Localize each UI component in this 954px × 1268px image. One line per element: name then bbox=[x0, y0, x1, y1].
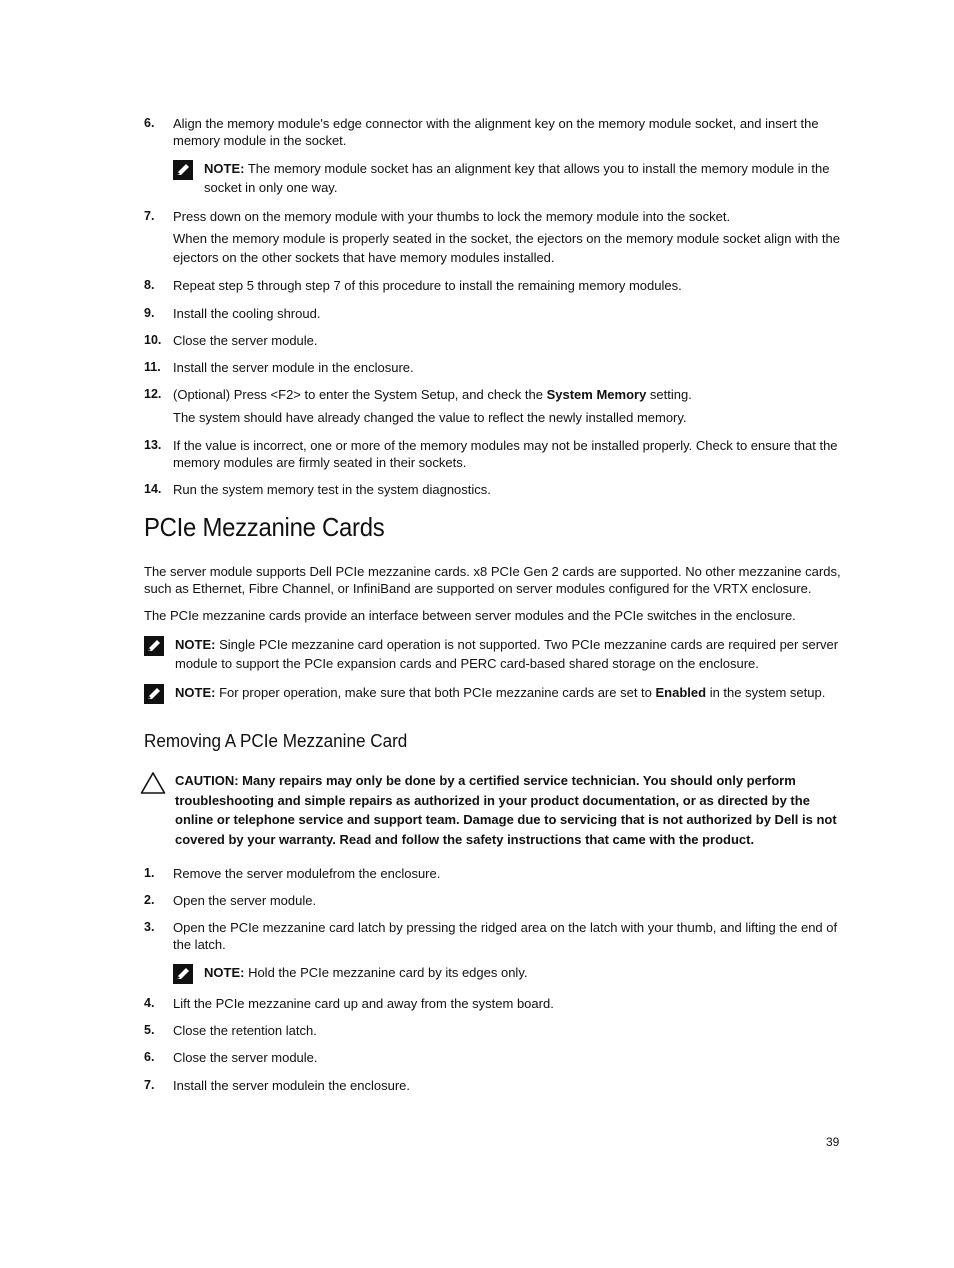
step-item bbox=[144, 332, 844, 349]
step-item bbox=[144, 1077, 844, 1094]
step-number: 4. bbox=[144, 996, 155, 1010]
caution-box bbox=[140, 771, 840, 849]
step-number: 13. bbox=[144, 438, 162, 452]
step-subtext: When the memory module is properly seated in the socket, the ejectors on the memory module socket align with the ejectors on the other sockets that have memory modules installed. bbox=[173, 231, 840, 265]
step-item bbox=[144, 865, 844, 882]
step-number: 9. bbox=[144, 306, 155, 320]
step-item bbox=[144, 305, 844, 322]
step-number: 7. bbox=[144, 1078, 155, 1092]
step-item bbox=[144, 115, 844, 149]
section-title: PCIe Mezzanine Cards bbox=[144, 512, 385, 542]
note-text: The memory module socket has an alignment key that allows you to install the memory module in the socket in only one way. bbox=[204, 161, 830, 195]
step-text: Press down on the memory module with your thumbs to lock the memory module into the socket. bbox=[173, 209, 731, 224]
note-label: NOTE: bbox=[175, 685, 216, 700]
step-text: Install the server module in the enclosure. bbox=[173, 360, 414, 375]
step-text: Align the memory module's edge connector with the alignment key on the memory module socket, and insert the memory module in the socket. bbox=[173, 116, 819, 148]
step-text: Close the server module. bbox=[173, 333, 318, 348]
step-item bbox=[144, 208, 844, 225]
setting-name: System Memory bbox=[546, 387, 647, 402]
step-text: If the value is incorrect, one or more of the memory modules may not be installed properly. Check to ensure that the memory modules are firmly seated in their sockets. bbox=[173, 438, 838, 470]
step-number: 12. bbox=[144, 387, 162, 401]
note-box bbox=[173, 159, 843, 197]
step-number: 3. bbox=[144, 920, 155, 934]
step-number: 11. bbox=[144, 360, 161, 374]
note-text: Hold the PCIe mezzanine card by its edges only. bbox=[244, 965, 528, 980]
step-item bbox=[144, 277, 844, 294]
step-item bbox=[144, 919, 844, 953]
note-label: NOTE: bbox=[204, 161, 245, 176]
caution-text: CAUTION: Many repairs may only be done by a certified service technician. You should only perform troubleshooting and simple repairs as authorized in your product documentation, or as directed by the online or telephone service and support team. Damage due to servicing that is not authorized by Dell is not covered by your warranty. Read and follow the safety instructions that came with the product. bbox=[175, 773, 837, 847]
step-text: (Optional) Press <F2> to enter the System Setup, and check the bbox=[173, 387, 547, 402]
step-text: Lift the PCIe mezzanine card up and away from the system board. bbox=[173, 996, 554, 1011]
step-item bbox=[144, 995, 844, 1012]
body-paragraph: The server module supports Dell PCIe mezzanine cards. x8 PCIe Gen 2 cards are supported. No other mezzanine cards, such as Ethernet, Fibre Channel, or InfiniBand are supported on server modules configured for the VRTX enclosure. bbox=[144, 564, 841, 596]
step-text: Repeat step 5 through step 7 of this procedure to install the remaining memory modules. bbox=[173, 278, 682, 293]
step-number: 2. bbox=[144, 893, 155, 907]
step-number: 5. bbox=[144, 1023, 155, 1037]
body-paragraph: The PCIe mezzanine cards provide an interface between server modules and the PCIe switches in the enclosure. bbox=[144, 608, 796, 623]
step-text: Install the cooling shroud. bbox=[173, 306, 321, 321]
step-item bbox=[144, 892, 844, 909]
pencil-note-icon bbox=[173, 160, 193, 180]
step-text: Open the PCIe mezzanine card latch by pressing the ridged area on the latch with your thumb, and lifting the end of the latch. bbox=[173, 920, 838, 952]
step-text: Open the server module. bbox=[173, 893, 317, 908]
step-subtext: The system should have already changed the value to reflect the newly installed memory. bbox=[173, 410, 687, 425]
step-text: setting. bbox=[646, 387, 692, 402]
subsection-title: Removing A PCIe Mezzanine Card bbox=[144, 731, 408, 751]
step-number: 6. bbox=[144, 116, 155, 130]
step-number: 14. bbox=[144, 482, 162, 496]
pencil-note-icon bbox=[173, 964, 193, 984]
step-number: 8. bbox=[144, 278, 155, 292]
step-number: 7. bbox=[144, 209, 155, 223]
note-box bbox=[144, 635, 844, 673]
step-number: 10. bbox=[144, 333, 162, 347]
pencil-note-icon bbox=[144, 684, 164, 704]
page-number: 39 bbox=[826, 1135, 840, 1149]
step-text: Close the server module. bbox=[173, 1050, 318, 1065]
pencil-note-icon bbox=[144, 636, 164, 656]
step-text: Remove the server modulefrom the enclosure. bbox=[173, 866, 441, 881]
step-item bbox=[144, 1022, 844, 1039]
step-item bbox=[144, 386, 844, 403]
step-item bbox=[144, 359, 844, 376]
step-item bbox=[144, 437, 844, 471]
setting-value: Enabled bbox=[655, 685, 707, 700]
step-item bbox=[144, 481, 844, 498]
step-text: Install the server modulein the enclosure. bbox=[173, 1078, 411, 1093]
note-box bbox=[144, 683, 844, 702]
step-number: 6. bbox=[144, 1050, 155, 1064]
step-item bbox=[144, 1049, 844, 1066]
step-text: Run the system memory test in the system diagnostics. bbox=[173, 482, 491, 497]
step-text: Close the retention latch. bbox=[173, 1023, 317, 1038]
note-text: For proper operation, make sure that both PCIe mezzanine cards are set to bbox=[215, 685, 656, 700]
note-label: NOTE: bbox=[204, 965, 245, 980]
note-text: in the system setup. bbox=[706, 685, 826, 700]
note-box bbox=[173, 963, 843, 982]
step-number: 1. bbox=[144, 866, 155, 880]
note-label: NOTE: bbox=[175, 637, 216, 652]
caution-triangle-icon bbox=[140, 771, 166, 795]
note-text: Single PCIe mezzanine card operation is not supported. Two PCIe mezzanine cards are required per server module to support the PCIe expansion cards and PERC card-based shared storage on the enclosure. bbox=[175, 637, 839, 671]
